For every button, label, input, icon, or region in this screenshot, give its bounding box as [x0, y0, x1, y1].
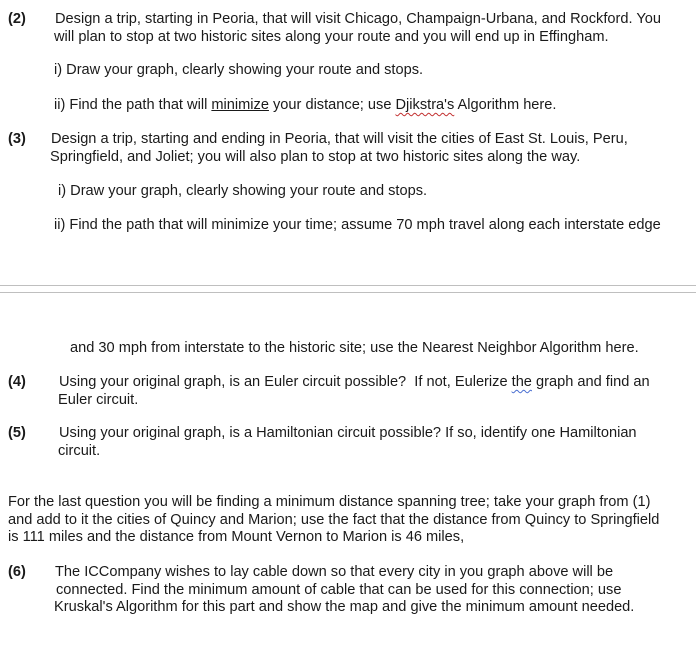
page-break-divider [0, 292, 696, 293]
question-number: (5) [8, 425, 26, 441]
part-text: Algorithm here. [454, 97, 557, 113]
paragraph-line: is 111 miles and the distance from Mount Vernon to Marion is 46 miles, [8, 529, 465, 545]
question-text-line: Euler circuit. [58, 392, 139, 408]
question-text-line: Springfield, and Joliet; you will also plan to stop at two historic sites along the way. [50, 149, 581, 165]
part-text: ii) Find the path that will minimize your time; assume 70 mph travel along each interstate edge [54, 217, 661, 233]
paragraph-line: and add to it the cities of Quincy and Marion; use the fact that the distance from Quincy to Springfield [8, 511, 660, 528]
question-2-part-ii [54, 97, 556, 115]
page-break-divider [0, 285, 696, 286]
part-text: i) Draw your graph, clearly showing your route and stops. [58, 183, 428, 199]
paragraph-line: For the last question you will be finding a minimum distance spanning tree; take your graph from (1) [8, 494, 651, 510]
question-text-line: Design a trip, starting and ending in Peoria, that will visit the cities of East St. Louis, Peru, [51, 131, 628, 147]
grammar-flag-word: the [511, 374, 532, 390]
spanning-tree-intro [8, 494, 659, 547]
part-text: ii) Find the path that will [54, 97, 212, 113]
question-number: (2) [8, 11, 26, 27]
question-3-part-ii [54, 217, 661, 235]
question-text-line: The ICCompany wishes to lay cable down so that every city in you graph above will be [55, 564, 614, 580]
question-number: (3) [8, 131, 26, 147]
question-number: (6) [8, 564, 26, 580]
question-text-line: Design a trip, starting in Peoria, that will visit Chicago, Champaign-Urbana, and Rockford. You [55, 11, 661, 27]
part-text: i) Draw your graph, clearly showing your route and stops. [54, 62, 424, 78]
part-text: and 30 mph from interstate to the historic site; use the Nearest Neighbor Algorithm here. [70, 340, 639, 356]
question-text-line [59, 374, 650, 392]
text-segment: Using your original graph, is an Euler circuit possible? If not, Eulerize [59, 374, 512, 390]
question-number: (4) [8, 374, 26, 390]
question-text-line: circuit. [58, 443, 101, 459]
part-text: your distance; use [268, 97, 396, 113]
underlined-word: minimize [211, 97, 269, 113]
question-3-part-i [58, 183, 427, 201]
question-text-line: will plan to stop at two historic sites along your route and you will end up in Effingham. [54, 29, 609, 45]
question-text-line: Kruskal's Algorithm for this part and show the map and give the minimum amount needed. [54, 599, 635, 615]
text-segment: graph and find an [531, 374, 650, 390]
question-text-line: connected. Find the minimum amount of cable that can be used for this connection; use [56, 582, 622, 598]
question-3-continuation [70, 340, 639, 358]
spellcheck-word: Djikstra's [395, 97, 455, 113]
question-2-part-i [54, 62, 423, 80]
question-text-line: Using your original graph, is a Hamiltonian circuit possible? If so, identify one Hamiltonian [59, 425, 637, 441]
